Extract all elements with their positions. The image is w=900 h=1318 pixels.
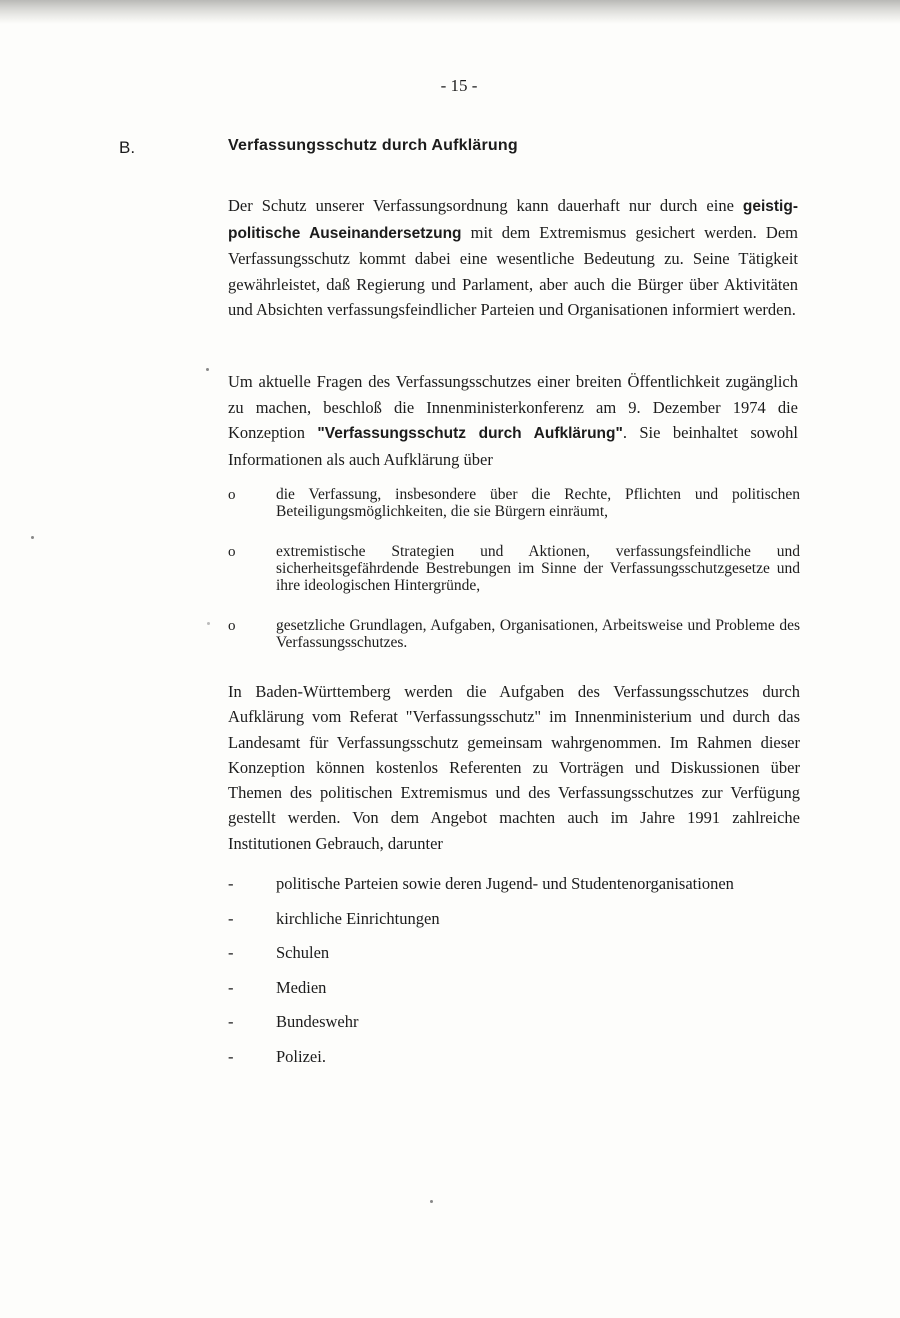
list-item-text: kirchliche Einrichtungen	[276, 908, 440, 928]
list-item	[228, 943, 734, 978]
paragraph-intro-text-2: mit dem Extremismus gesichert werden. Dem Verfassungsschutz kommt dabei eine wesentliche Bedeutung zu. Seine Tätigkeit gewährleistet, daß Regierung und Parlament, aber auch die Bürger über Aktivitäten und Absichten verfassungsfeindlicher Parteien und Organisationen informiert werden.	[228, 222, 798, 319]
list-item	[228, 617, 800, 651]
list-item	[228, 1047, 734, 1082]
page-number: - 15 -	[440, 76, 478, 95]
list-item-text: gesetzliche Grundlagen, Aufgaben, Organisationen, Arbeitsweise und Probleme des Verfassungsschutzes.	[276, 617, 800, 651]
list-bullet: -	[228, 908, 234, 928]
list-item-text: extremistische Strategien und Aktionen, verfassungsfeindliche und sicherheitsgefährdende Bestrebungen im Sinne der Verfassungsschutzgesetze und ihre ideologischen Hintergründe,	[276, 543, 800, 594]
paragraph-baden-wuerttemberg: In Baden-Württemberg werden die Aufgaben des Verfassungsschutzes durch Aufklärung vom Referat "Verfassungsschutz" im Innenministerium und durch das Landesamt für Verfassungsschutz gemeinsam wahrgenommen. Im Rahmen dieser Konzeption können kostenlos Referenten zu Vorträgen und Diskussionen über Themen des politischen Extremismus und des Verfassungsschutzes zur Verfügung gestellt werden. Von dem Angebot machten auch im Jahre 1991 zahlreiche Institutionen Gebrauch, darunter	[228, 682, 800, 853]
section-title: Verfassungsschutz durch Aufklärung	[228, 137, 518, 154]
information-topics-list	[228, 486, 800, 674]
list-bullet: o	[228, 487, 236, 503]
list-item-text: Bundeswehr	[276, 1012, 359, 1032]
institutions-list	[228, 874, 734, 1082]
list-bullet: -	[228, 977, 234, 997]
scan-shadow	[0, 0, 900, 24]
list-bullet: -	[228, 943, 234, 963]
scan-speck	[206, 368, 209, 371]
list-bullet: o	[228, 618, 236, 634]
list-item-text: Schulen	[276, 943, 330, 963]
list-bullet: o	[228, 544, 236, 560]
list-bullet: -	[228, 1012, 234, 1032]
scan-speck	[207, 622, 210, 625]
list-item-text: Medien	[276, 977, 327, 997]
list-item-text: die Verfassung, insbesondere über die Rechte, Pflichten und politischen Beteiligungsmöglichkeiten, die sie Bürgern einräumt,	[276, 486, 800, 520]
section-letter: B.	[119, 138, 136, 157]
scan-speck	[31, 536, 34, 539]
list-item-text: politische Parteien sowie deren Jugend- und Studentenorganisationen	[276, 874, 734, 893]
list-item	[228, 543, 800, 594]
list-item	[228, 874, 734, 909]
paragraph-conception-emphasis: "Verfassungsschutz durch Aufklärung"	[317, 425, 623, 442]
list-item	[228, 909, 734, 944]
list-item	[228, 978, 734, 1013]
list-bullet: -	[228, 874, 234, 893]
paragraph-intro-text-1: Der Schutz unserer Verfassungsordnung kann dauerhaft nur durch eine	[228, 196, 743, 215]
paragraph-conception-text-1: Um aktuelle Fragen des Verfassungsschutzes einer breiten Öffentlichkeit zugänglich zu machen, beschloß die Innenministerkonferenz am 9. Dezember 1974 die Konzeption	[228, 372, 798, 442]
list-item	[228, 486, 800, 520]
scan-speck	[430, 1200, 433, 1203]
list-item	[228, 1012, 734, 1047]
paragraph-intro	[228, 193, 798, 323]
paragraph-intro-emphasis: geistig-politische Auseinandersetzung	[228, 198, 798, 242]
paragraph-conception	[228, 369, 798, 472]
paragraph-conception-text-2: . Sie beinhaltet sowohl Informationen als auch Aufklärung über	[228, 423, 798, 469]
list-item-text: Polizei.	[276, 1046, 326, 1066]
list-bullet: -	[228, 1046, 234, 1066]
